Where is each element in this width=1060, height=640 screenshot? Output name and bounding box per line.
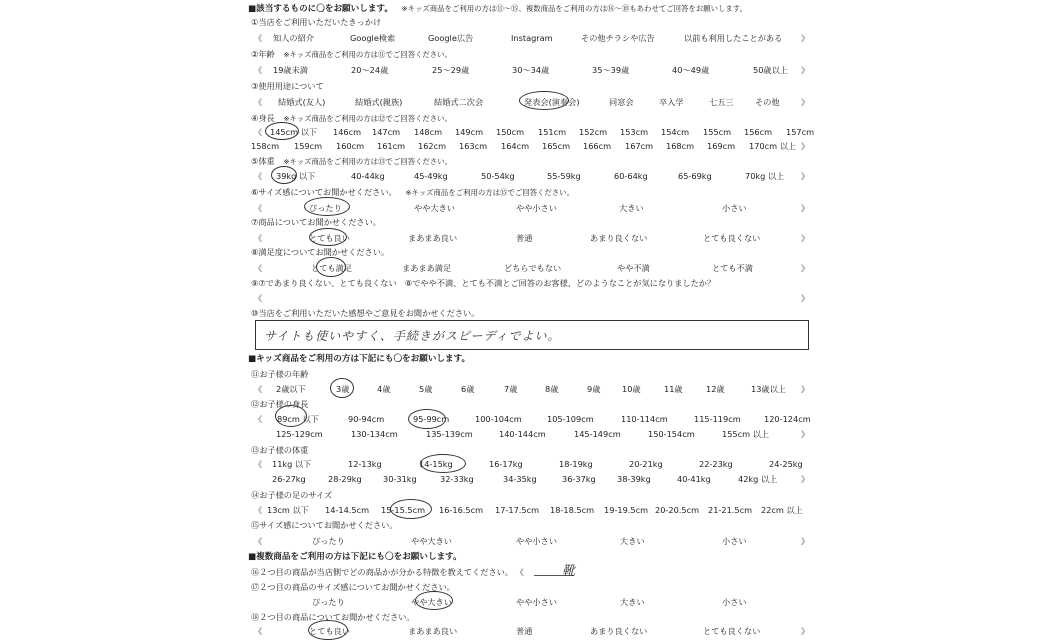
option[interactable]: 知人の紹介 [273,33,314,43]
option[interactable]: 24-25kg [769,459,803,469]
q4-options-row2 [248,138,813,154]
q5-options [248,168,813,184]
selection-circle [420,454,466,473]
option[interactable]: 22-23kg [699,459,733,469]
option[interactable]: 160cm [336,141,365,151]
option[interactable]: まあまあ良い [408,626,458,636]
selection-circle [390,499,432,519]
option[interactable]: 95-99cm [413,414,450,424]
option[interactable]: 165cm [542,141,571,151]
q16-label: ⑯２つ目の商品が当店側でどの商品かが分かる特徴を教えてください。 [251,567,514,577]
option[interactable]: 105-109cm [547,414,594,424]
option[interactable]: 20〜24歳 [351,65,389,75]
option[interactable]: 25〜29歳 [432,65,470,75]
option[interactable]: やや不満 [617,263,650,273]
option[interactable]: その他チラシや広告 [581,33,655,43]
option[interactable]: 135-139cm [426,429,473,439]
close-bracket: 》 [801,65,810,75]
option[interactable]: どちらでもない [504,263,562,273]
open-bracket: 《 [254,293,263,303]
option[interactable]: 8歳 [545,384,559,394]
option[interactable]: やや大きい [411,536,452,546]
option[interactable]: 35〜39歳 [592,65,630,75]
option[interactable]: 50-54kg [481,171,515,181]
option[interactable]: 70kg 以上 [745,171,785,181]
option[interactable]: 90-94cm [348,414,385,424]
option[interactable]: 普通 [516,233,533,243]
selection-circle [519,91,569,110]
close-bracket: 》 [801,33,810,43]
option[interactable]: 155cm [703,127,732,137]
close-bracket: 》 [801,97,810,107]
option[interactable]: 小さい [722,597,747,607]
option[interactable]: 15-15.5cm [381,505,426,515]
option[interactable]: 12歳 [706,384,725,394]
option[interactable]: やや大きい [414,203,455,213]
q1-options [248,30,813,46]
option[interactable]: 40-41kg [677,474,711,484]
option[interactable]: 結婚式(親族) [355,97,403,107]
multi-title: ■複数商品をご利用の方は下記にも〇をお願いします。 [248,552,462,562]
option[interactable]: 170cm 以上 [749,141,797,151]
option[interactable]: 161cm [377,141,406,151]
q15-label: ⑮サイズ感についてお聞かせください。 [251,520,398,530]
option[interactable]: 130-134cm [351,429,398,439]
q12-label: ⑫お子様の身長 [251,399,309,409]
option[interactable]: 4歳 [377,384,391,394]
option[interactable]: Instagram [511,33,553,43]
survey-note: ※キッズ商品をご利用の方は⑪〜⑮、複数商品をご利用の方は⑯〜⑱もあわせてご回答をお願いします。 [401,4,747,13]
option[interactable]: とても良い [309,626,350,636]
open-bracket: 《 [254,414,263,424]
option[interactable]: とても良くない [703,233,761,243]
option[interactable]: Google検索 [350,33,396,43]
option[interactable]: 169cm [707,141,736,151]
option[interactable]: 34-35kg [503,474,537,484]
option[interactable]: 164cm [501,141,530,151]
q4-label: ④身長 [251,113,275,123]
open-bracket: 《 [254,171,263,181]
q13-options-row2 [248,471,813,487]
selection-circle [304,197,350,216]
option[interactable]: ぴったり [312,536,345,546]
option[interactable]: 147cm [372,127,401,137]
option[interactable]: 小さい [722,536,747,546]
q1-label: ①当店をご利用いただいたきっかけ [251,17,382,27]
q3-label: ③使用用途について [251,81,324,91]
option[interactable]: 19-19.5cm [604,505,649,515]
handwritten-comment: サイトも使いやすく、手続きがスピーディでよい。 [264,329,561,343]
q5-label: ⑤体重 [251,156,275,166]
option[interactable]: 39kg 以下 [276,171,316,181]
kids-title: ■キッズ商品をご利用の方は下記にも〇をお願いします。 [248,354,471,364]
selection-circle [330,378,354,398]
option[interactable]: 12-13kg [348,459,382,469]
option[interactable]: まあまあ良い [408,233,458,243]
option[interactable]: 16-17kg [489,459,523,469]
option[interactable]: 7歳 [504,384,518,394]
close-bracket: 》 [801,263,810,273]
q15-options [248,533,813,549]
option[interactable]: 9歳 [587,384,601,394]
option[interactable]: 大きい [619,203,644,213]
option[interactable]: 145cm 以下 [270,127,318,137]
option[interactable]: 115-119cm [694,414,741,424]
comment-box[interactable] [255,320,809,350]
option[interactable]: 10歳 [622,384,641,394]
option[interactable]: 大きい [620,536,645,546]
handwritten-answer: 靴 [562,564,576,579]
option[interactable]: 26-27kg [272,474,306,484]
open-bracket: 《 [254,384,263,394]
q7-label: ⑦商品についてお聞かせください。 [251,217,381,227]
option[interactable]: やや大きい [411,597,452,607]
q14-options [248,502,813,518]
option[interactable]: とても良くない [703,626,761,636]
option[interactable]: 163cm [459,141,488,151]
multi-section-title [248,548,813,564]
option[interactable]: 2歳以下 [276,384,306,394]
q13-label: ⑬お子様の体重 [251,445,309,455]
q11-label: ⑪お子様の年齢 [251,369,309,379]
kids-section-title [248,350,813,366]
option[interactable]: 140-144cm [499,429,546,439]
q2-label: ②年齢 [251,49,275,59]
q17-label: ⑰２つ目の商品のサイズ感についてお聞かせください。 [251,582,455,592]
option[interactable]: 166cm [583,141,612,151]
option[interactable]: その他 [755,97,780,107]
q5-note: ※キッズ商品をご利用の方は⑬でご回答ください。 [283,157,452,166]
option[interactable]: 5歳 [419,384,433,394]
option[interactable]: 100-104cm [475,414,522,424]
option[interactable]: 32-33kg [440,474,474,484]
q12-options-row1 [248,411,813,427]
option[interactable]: あまり良くない [590,626,648,636]
open-bracket: 《 [254,33,263,43]
survey-title: ■該当するものに〇をお願いします。 [248,4,393,14]
option[interactable]: 30〜34歳 [512,65,550,75]
option[interactable]: 16-16.5cm [439,505,484,515]
option[interactable]: 結婚式二次会 [434,97,484,107]
selection-circle [309,228,347,246]
option[interactable]: まあまあ満足 [402,263,452,273]
q9-label: ⑨⑦であまり良くない、とても良くない ⑧でやや不満、とても不満とご回答のお客様、どのようなことが気になりましたか？ [251,278,716,288]
selection-circle [271,166,297,184]
q6-note: ※キッズ商品をご利用の方は⑮でご回答ください。 [405,188,574,197]
option[interactable]: 小さい [722,203,747,213]
close-bracket: 》 [801,141,810,151]
option[interactable]: 14-14.5cm [325,505,370,515]
option[interactable]: 152cm [579,127,608,137]
q6-label: ⑥サイズ感についてお聞かせください。 [251,187,397,197]
option[interactable]: 150cm [496,127,525,137]
close-bracket: 》 [801,626,810,636]
close-bracket: 》 [801,384,810,394]
option[interactable]: 22cm 以上 [761,505,803,515]
option[interactable]: 168cm [666,141,695,151]
option[interactable]: 卒入学 [659,97,684,107]
option[interactable]: 40〜49歳 [672,65,710,75]
q13-options-row1 [248,456,813,472]
option[interactable]: とても良い [309,233,350,243]
option[interactable]: 158cm [251,141,280,151]
open-bracket: 《 [254,97,263,107]
selection-circle [408,409,446,429]
option[interactable]: やや小さい [516,597,557,607]
option[interactable]: 159cm [294,141,323,151]
open-bracket: 《 [254,65,263,75]
option[interactable]: 19歳未満 [273,65,308,75]
option[interactable]: 18-19kg [559,459,593,469]
q12-options-row2 [248,426,813,442]
q14-label: ⑭お子様の足のサイズ [251,490,333,500]
option[interactable]: 145-149cm [574,429,621,439]
q18-label: ⑱２つ目の商品についてお聞かせください。 [251,612,415,622]
option[interactable]: とても満足 [311,263,352,273]
open-bracket: 《 [254,127,263,137]
selection-circle [265,122,299,140]
q2-options [248,62,813,78]
open-bracket: 《 [254,626,263,636]
q8-label: ⑧満足度についてお聞かせください。 [251,247,390,257]
q10-label: ⑩当店をご利用いただいた感想やご意見をお聞かせください。 [251,308,480,318]
option[interactable]: 20-21kg [629,459,663,469]
option[interactable]: 150-154cm [648,429,695,439]
option[interactable]: 156cm [744,127,773,137]
option[interactable]: 同窓会 [609,97,634,107]
option[interactable]: 60-64kg [614,171,648,181]
option[interactable]: 七五三 [709,97,734,107]
option[interactable]: 125-129cm [276,429,323,439]
option[interactable]: 11kg 以下 [272,459,312,469]
close-bracket: 》 [801,293,810,303]
option[interactable]: 120-124cm [764,414,811,424]
option[interactable]: 18-18.5cm [550,505,595,515]
option[interactable]: ぴったり [309,203,342,213]
q9-answer-row [248,290,813,306]
close-bracket: 》 [801,203,810,213]
selection-circle [308,620,348,640]
option[interactable]: やや小さい [516,203,557,213]
option[interactable]: 151cm [538,127,567,137]
option[interactable]: 3歳 [336,384,350,394]
option[interactable]: 発表会(演奏会) [524,97,580,107]
close-bracket: 》 [801,233,810,243]
option[interactable]: 38-39kg [617,474,651,484]
option[interactable]: 21-21.5cm [708,505,753,515]
close-bracket: 》 [801,171,810,181]
q17-options [248,594,813,610]
option[interactable]: 13歳以上 [751,384,786,394]
option[interactable]: 6歳 [461,384,475,394]
option[interactable]: 40-44kg [351,171,385,181]
q5-header [251,153,816,169]
option[interactable]: 42kg 以上 [738,474,778,484]
open-bracket: 《 [254,459,263,469]
close-bracket: 》 [801,474,810,484]
open-bracket: 《 [254,203,263,213]
selection-circle [415,591,453,610]
q4-note: ※キッズ商品をご利用の方は⑫でご回答ください。 [283,114,452,123]
option[interactable]: 30-31kg [383,474,417,484]
open-bracket: 《 [254,263,263,273]
option[interactable]: 36-37kg [562,474,596,484]
q2-note: ※キッズ商品をご利用の方は⑪でご回答ください。 [283,50,452,59]
option[interactable]: 162cm [418,141,447,151]
option[interactable]: 157cm [786,127,815,137]
option[interactable]: 28-29kg [328,474,362,484]
option[interactable]: 110-114cm [621,414,668,424]
option[interactable]: やや小さい [516,536,557,546]
option[interactable]: 153cm [620,127,649,137]
open-bracket: 《 [254,233,263,243]
option[interactable]: Google広告 [428,33,474,43]
option[interactable]: 55-59kg [547,171,581,181]
option[interactable]: 45-49kg [414,171,448,181]
close-bracket: 》 [801,536,810,546]
option[interactable]: あまり良くない [590,233,648,243]
selection-circle [316,257,346,277]
selection-circle [275,405,307,427]
open-bracket: 《 [254,536,263,546]
option[interactable]: 146cm [333,127,362,137]
option[interactable]: 14-15kg [419,459,453,469]
option[interactable]: 50歳以上 [753,65,788,75]
option[interactable]: 11歳 [664,384,683,394]
open-bracket: 《 [515,567,524,577]
close-bracket: 》 [801,429,810,439]
option[interactable]: 149cm [455,127,484,137]
option[interactable]: 13cm 以下 [267,505,309,515]
option[interactable]: 167cm [625,141,654,151]
option[interactable]: 155cm 以上 [722,429,770,439]
option[interactable]: 20-20.5cm [655,505,700,515]
option[interactable]: 大きい [620,597,645,607]
option[interactable]: 以前も利用したことがある [684,33,783,43]
option[interactable]: 154cm [661,127,690,137]
option[interactable]: 148cm [414,127,443,137]
option[interactable]: 65-69kg [678,171,712,181]
q2-header [251,46,816,62]
option[interactable]: 89cm 以下 [277,414,319,424]
survey-sheet [248,0,813,640]
option[interactable]: 結婚式(友人) [278,97,326,107]
option[interactable]: 普通 [516,626,533,636]
option[interactable]: ぴったり [312,597,345,607]
option[interactable]: 17-17.5cm [495,505,540,515]
option[interactable]: とても不満 [712,263,753,273]
open-bracket: 《 [254,505,263,515]
q16-row [251,564,816,580]
